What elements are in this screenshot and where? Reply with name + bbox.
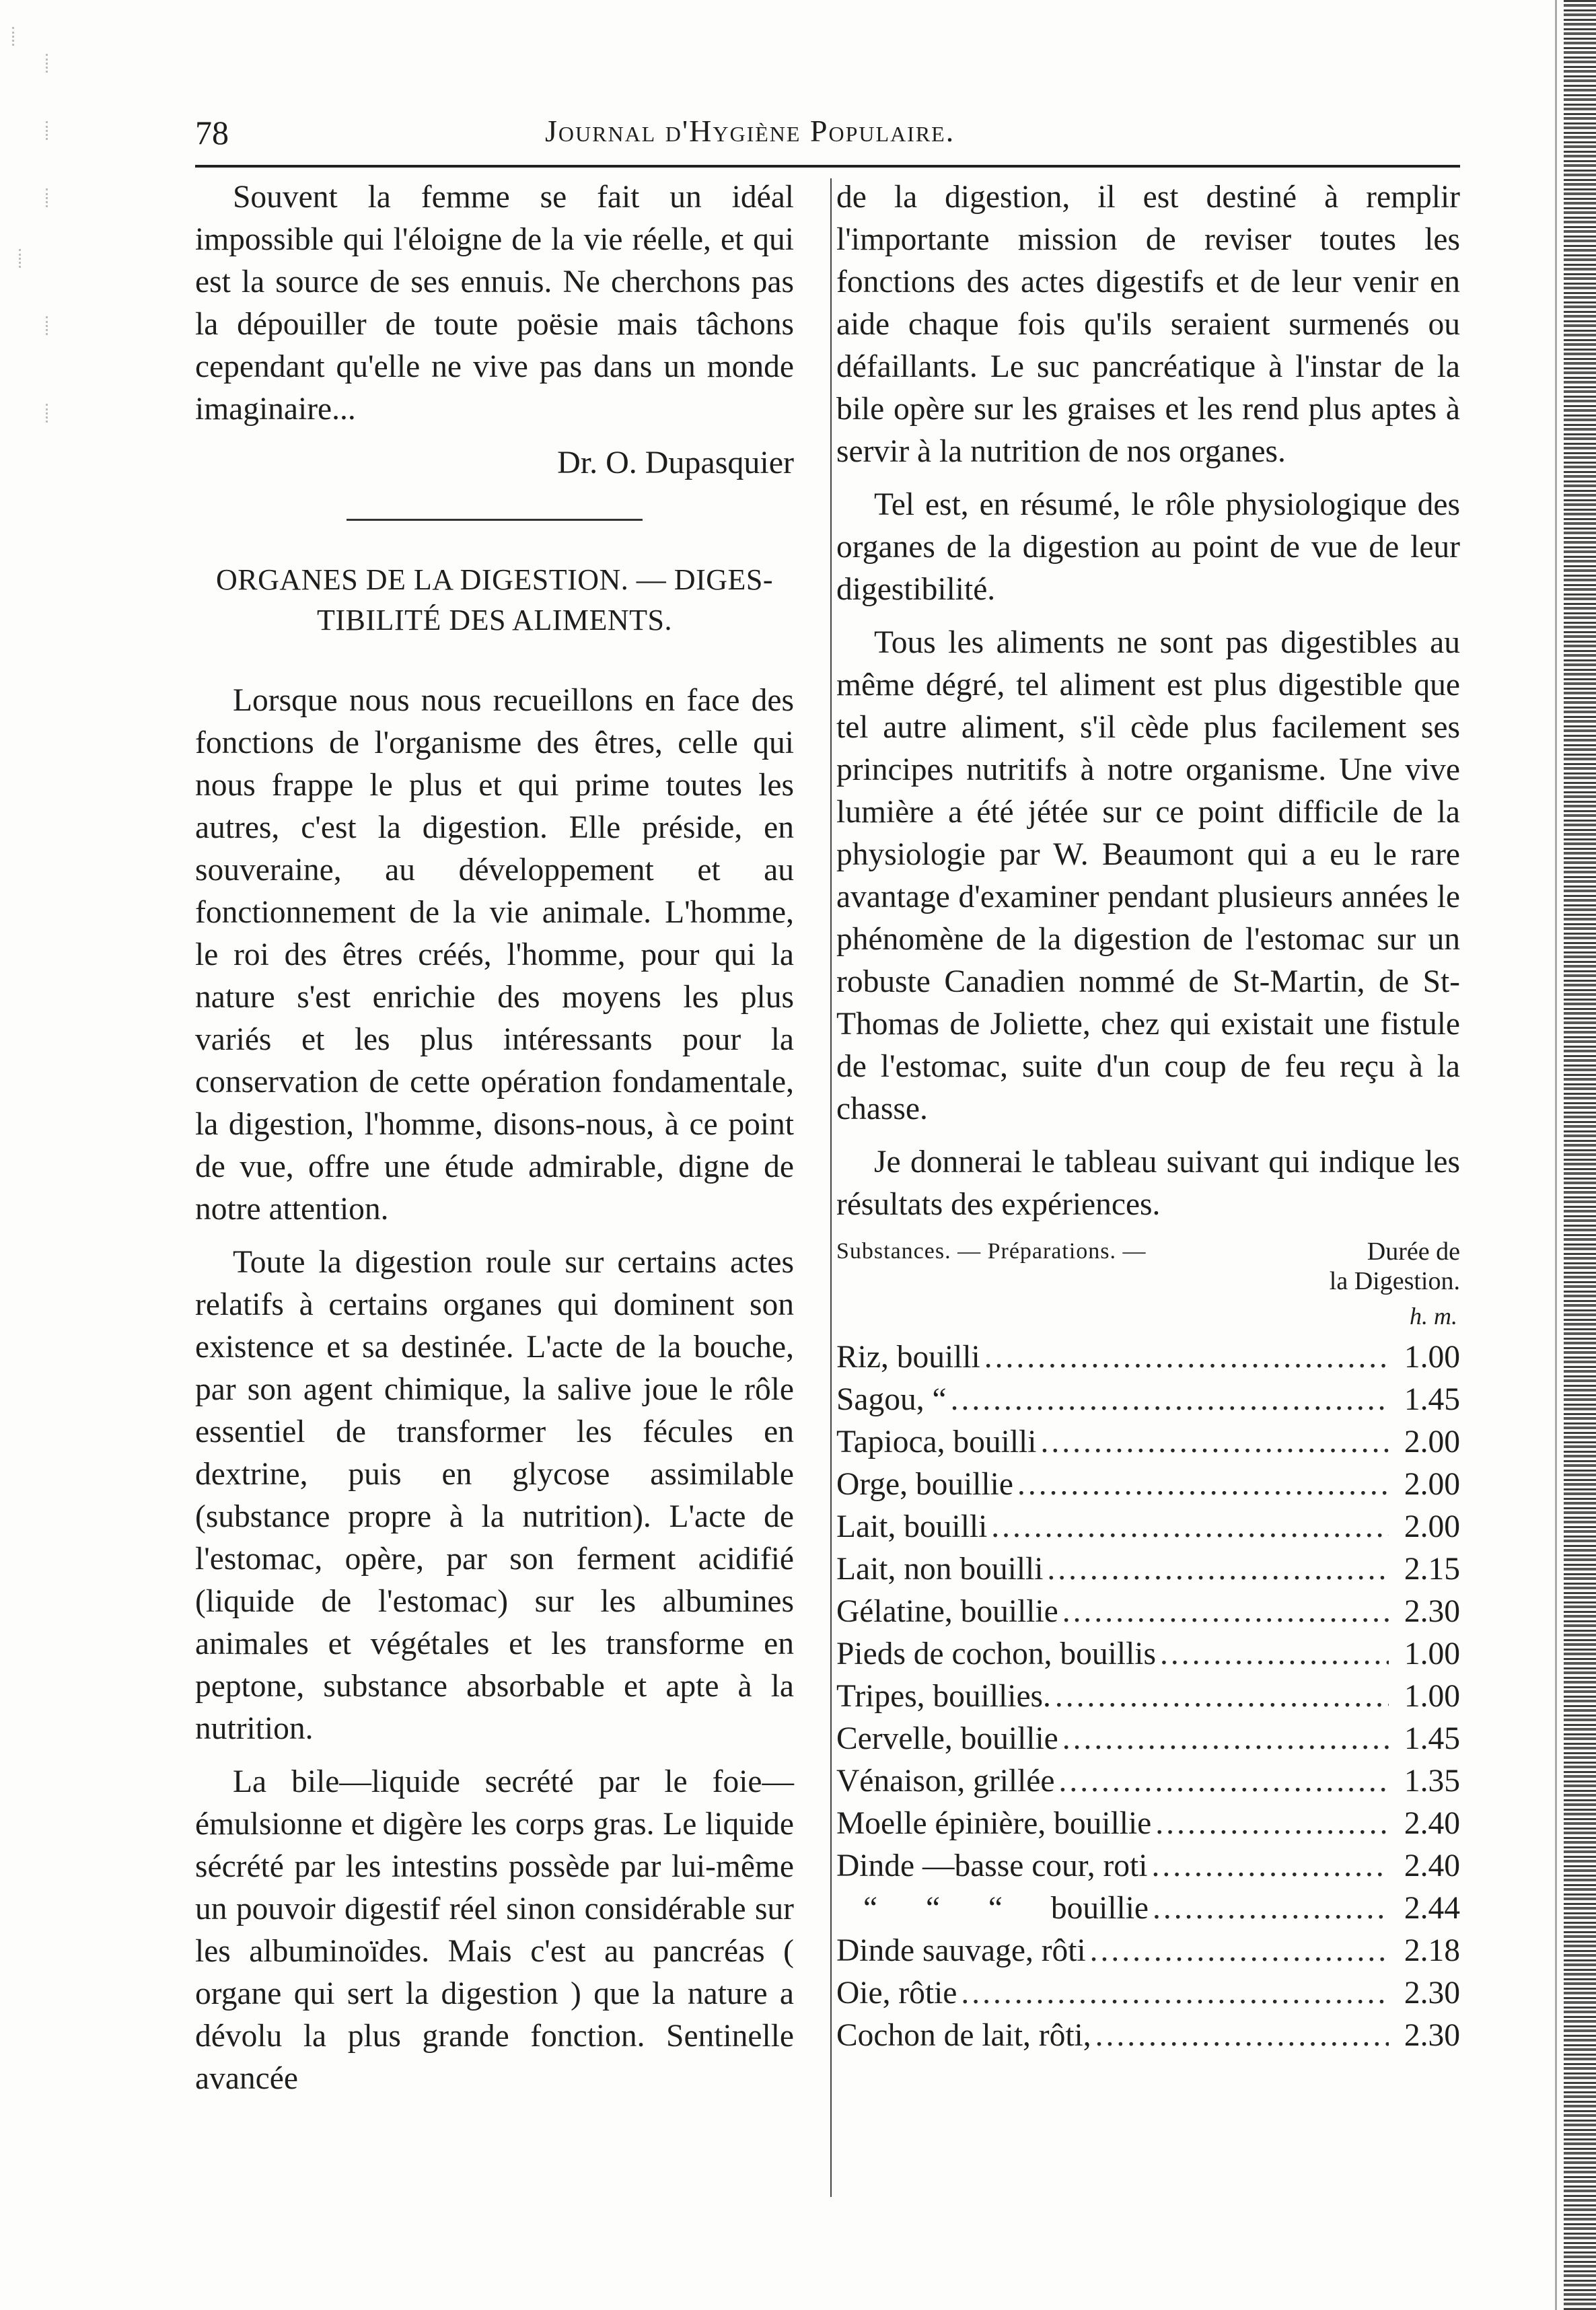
food-item: Dinde —basse cour, roti [836,1848,1148,1883]
table-header-right-line: la Digestion. [1329,1267,1460,1295]
food-item: Tapioca, bouilli [836,1424,1037,1459]
section-title-line: TIBILITÉ DES ALIMENTS. [317,604,672,637]
food-item: Lait, non bouilli [836,1552,1044,1587]
leader-dots [1040,1421,1389,1464]
paragraph: Souvent la femme se fait un idéal impossible qui l'éloigne de la vie réelle, et qui est la source de ses ennuis. Ne cherchons pas la dépouiller de toute poësie mais tâchons cependant qu'elle ne vive pas dans un monde imaginaire... [195,180,794,427]
digestion-time: 2.00 [1404,1467,1460,1502]
table-row [836,1548,1460,1591]
leader-dots [1153,1887,1389,1930]
paragraph: Je donnerai le tableau suivant qui indique les résultats des expériences. [836,1145,1460,1222]
digestion-time: 2.40 [1404,1848,1460,1883]
digestion-time: 1.45 [1404,1382,1460,1417]
food-item: Lait, bouilli [836,1509,988,1544]
digestion-time: 2.44 [1404,1891,1460,1926]
food-item: Orge, bouillie [836,1467,1013,1502]
food-item: Pieds de cochon, bouillis [836,1636,1156,1671]
leader-dots [984,1336,1389,1379]
table-row [836,1464,1460,1506]
paragraph: Toute la digestion roule sur certains actes relatifs à certains organes qui dominent son existence et sa destinée. L'acte de la bouche, par son agent chimique, la salive joue le rôle essentiel de transformer les fécules en dextrine, puis en glycose assimilable (substance propre à la nutrition). L'acte de l'estomac, opère, par son ferment acidifié (liquide de l'estomac) sur les albumines animales et végétales et les transforme en peptone, substance absorbable et apte à la nutrition. [195,1245,794,1746]
leader-dots [1090,1930,1389,1972]
paragraph: Tel est, en résumé, le rôle physiologique des organes de la digestion au point de vue de leur digestibilité. [836,487,1460,607]
leader-dots [1095,2015,1389,2057]
leader-dots [1155,1803,1389,1845]
leader-dots [1055,1675,1389,1718]
digestion-time: 1.00 [1404,1679,1460,1714]
digestion-time: 1.00 [1404,1636,1460,1671]
leader-dots [1151,1845,1389,1887]
digestion-time: 2.00 [1404,1424,1460,1459]
digestion-time: 2.40 [1404,1806,1460,1841]
table-row [836,1633,1460,1675]
digestion-time: 1.45 [1404,1721,1460,1756]
table-row [836,1506,1460,1548]
table-row [836,1379,1460,1421]
leader-dots [1017,1464,1389,1506]
digestion-time: 2.00 [1404,1509,1460,1544]
page-number: 78 [195,114,229,151]
table-row [836,2015,1460,2057]
author-signature: Dr. O. Dupasquier [557,445,794,480]
food-item: Tripes, bouillies. [836,1679,1051,1714]
margin-marks [5,27,59,498]
leader-dots [961,1972,1389,2015]
food-item: Cervelle, bouillie [836,1721,1058,1756]
food-item: Gélatine, bouillie [836,1594,1058,1629]
section-title [195,560,794,641]
column-rule [830,178,832,2197]
leader-dots [1058,1760,1389,1803]
table-row [836,1930,1460,1972]
food-item: Cochon de lait, rôti, [836,2018,1091,2053]
food-item: Vénaison, grillée [836,1764,1055,1799]
leader-dots [991,1506,1389,1548]
leader-dots [1160,1633,1389,1675]
table-unit: h. m. [1410,1303,1457,1330]
food-item: “ “ “ bouillie [863,1891,1149,1926]
paragraph: Lorsque nous nous recueillons en face des fonctions de l'organisme des êtres, celle qui nous frappe le plus et qui prime toutes les autres, c'est la digestion. Elle préside, en souveraine, au développement et au fonctionnement de la vie animale. L'homme, le roi des êtres créés, l'homme, pour qui la nature s'est enrichie des moyens les plus variés et les plus intéressants pour la conservation de cette opération fondamentale, la digestion, l'homme, disons-nous, à ce point de vue, offre une étude admirable, digne de notre attention. [195,683,794,1227]
table-row [836,1972,1460,2015]
digestion-table [836,1237,1460,2057]
page-edge-strip [1564,0,1596,2310]
left-column [195,176,794,2222]
food-item: Riz, bouilli [836,1340,980,1375]
digestion-time: 2.30 [1404,2018,1460,2053]
food-item: Moelle épinière, bouillie [836,1806,1152,1841]
table-row [836,1718,1460,1760]
digestion-time: 2.30 [1404,1976,1460,2011]
table-header-right [1330,1237,1460,1296]
paragraph: La bile—liquide secrété par le foie—émulsionne et digère les corps gras. Le liquide sécrété par les intestins possède par lui-même un pouvoir digestif réel sinon considérable sur les albuminoïdes. Mais c'est au pancréas ( organe qui sert la digestion ) que la nature a dévolu la plus grande fonction. Sentinelle avancée [195,1764,794,2096]
page-header [195,101,1460,161]
leader-dots [1047,1548,1389,1591]
digestion-time: 1.00 [1404,1340,1460,1375]
section-divider [347,519,643,521]
leader-dots [951,1379,1389,1421]
leader-dots [1062,1591,1389,1633]
running-title: Journal d'Hygiène Populaire. [545,114,955,148]
table-header-left: Substances. — Préparations. — [836,1239,1147,1264]
table-row [836,1845,1460,1887]
digestion-time: 2.18 [1404,1933,1460,1968]
right-column [836,176,1460,2222]
gutter-line [1555,0,1557,2310]
leader-dots [1062,1718,1389,1760]
digestion-time: 1.35 [1404,1764,1460,1799]
food-item: Oie, rôtie [836,1976,957,2011]
table-row [836,1591,1460,1633]
section-title-line: ORGANES DE LA DIGESTION. — DIGES- [215,563,773,596]
food-item: Sagou, “ [836,1382,947,1417]
table-row [836,1760,1460,1803]
table-row [836,1887,1460,1930]
table-row [836,1421,1460,1464]
table-header-right-line: Durée de [1367,1237,1460,1266]
digestion-time: 2.30 [1404,1594,1460,1629]
table-header [836,1237,1460,1296]
header-rule [195,165,1460,168]
table-row [836,1336,1460,1379]
paragraph: Tous les aliments ne sont pas digestibles au même dégré, tel aliment est plus digestible que tel autre aliment, s'il cède plus facilement ses principes nutritifs à notre organisme. Une vive lumière a été jétée sur ce point difficile de la physiologie par W. Beaumont qui a eu le rare avantage d'examiner pendant plusieurs années le phénomène de la digestion de l'estomac sur un robuste Canadien nommé de St-Martin, de St-Thomas de Joliette, chez qui existait une fistule de l'estomac, suite d'un coup de feu reçu à la chasse. [836,625,1460,1126]
paragraph: de la digestion, il est destiné à remplir l'importante mission de reviser toutes les fonctions des actes digestifs et de leur venir en aide chaque fois qu'ils seraient surmenés ou défaillants. Le suc pancréatique à l'instar de la bile opère sur les graises et les rend plus aptes à servir à la nutrition de nos organes. [836,180,1460,469]
digestion-time: 2.15 [1404,1552,1460,1587]
table-row [836,1675,1460,1718]
table-row [836,1803,1460,1845]
food-item: Dinde sauvage, rôti [836,1933,1086,1968]
